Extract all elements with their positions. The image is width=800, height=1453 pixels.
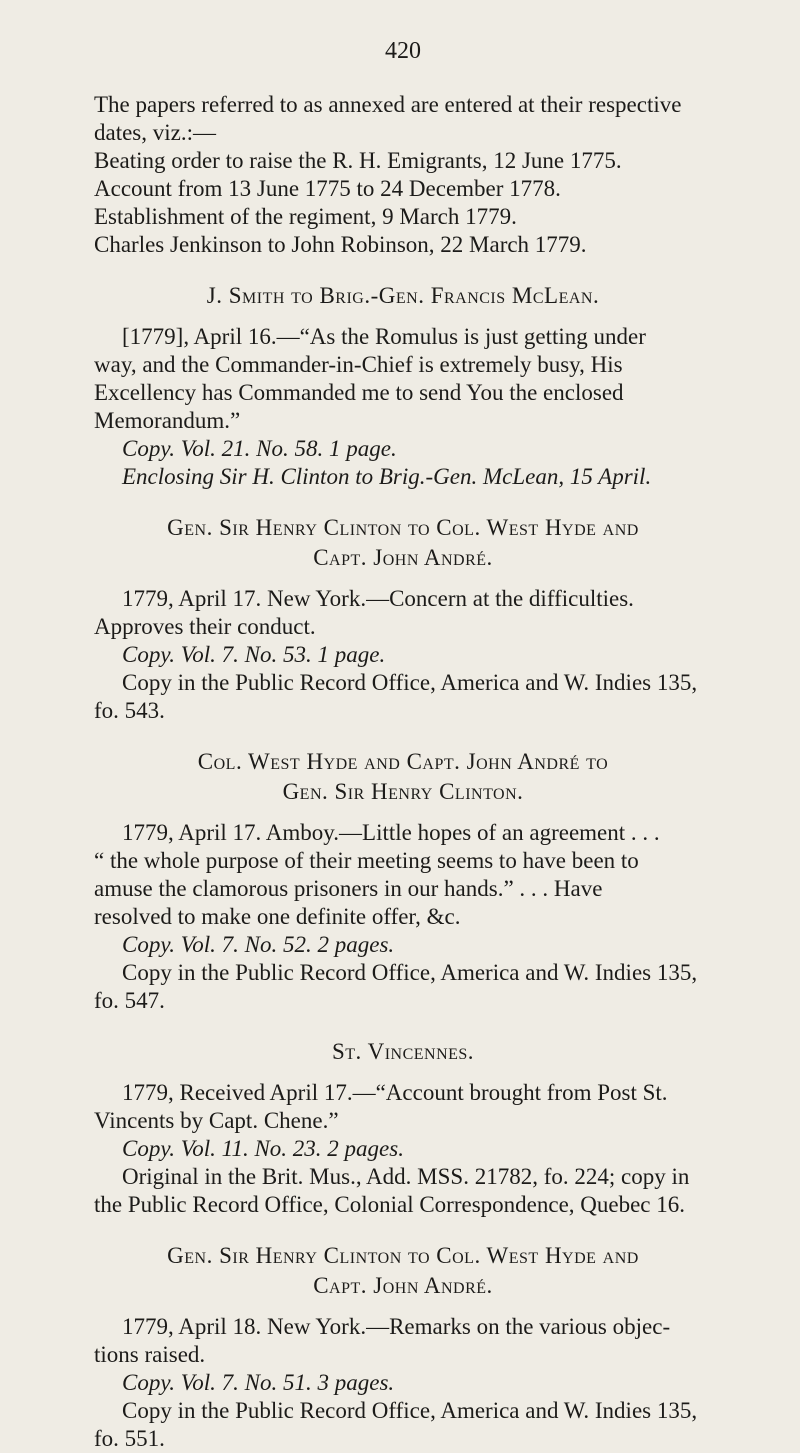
intro-line: Beating order to raise the R. H. Emigrants, 12 June 1775. [94,148,622,173]
entry-body-line: 1779, April 17. Amboy.—Little hopes of an agreement . . . [122,820,660,845]
entry-citation: Copy. Vol. 7. No. 53. 1 page. [122,642,386,667]
intro-line: Charles Jenkinson to John Robinson, 22 March 1779. [94,232,587,257]
entry-smith-to-mclean [94,281,712,491]
entry-citation: Copy. Vol. 11. No. 23. 2 pages. [122,1136,404,1161]
entry-clinton-to-hyde-andre-2 [94,1241,712,1453]
entry-body-line: 1779, Received April 17.—“Account brought from Post St. [122,1080,668,1105]
entry-note: fo. 543. [94,698,165,723]
entry-note: Enclosing Sir H. Clinton to Brig.-Gen. McLean, 15 April. [122,464,652,489]
entry-body-line: [1779], April 16.—“As the Romulus is just getting under [122,324,646,349]
entry-note: Original in the Brit. Mus., Add. MSS. 21782, fo. 224; copy in [122,1164,690,1189]
entry-note: the Public Record Office, Colonial Correspondence, Quebec 16. [94,1192,686,1217]
entry-body-line: Approves their conduct. [94,614,316,639]
entry-note: Copy in the Public Record Office, America and W. Indies 135, [122,670,698,695]
entry-note: fo. 551. [94,1426,165,1451]
entry-st-vincennes [94,1037,712,1219]
entry-body-line: resolved to make one definite offer, &c. [94,904,461,929]
entry-body-line: 1779, April 17. New York.—Concern at the difficulties. [122,586,634,611]
entry-body-line: Excellency has Commanded me to send You the enclosed [94,380,624,405]
entry-hyde-andre-to-clinton [94,747,712,1015]
entry-citation: Copy. Vol. 7. No. 52. 2 pages. [122,932,395,957]
entry-body-line: Vincents by Capt. Chene.” [94,1108,339,1133]
entry-heading: Gen. Sir Henry Clinton to Col. West Hyde and Capt. John André. [167,515,639,570]
entry-citation: Copy. Vol. 7. No. 51. 3 pages. [122,1370,395,1395]
intro-line: dates, viz.:— [94,120,216,145]
entry-body-line: way, and the Commander-in-Chief is extremely busy, His [94,352,623,377]
entry-heading: Gen. Sir Henry Clinton to Col. West Hyde and Capt. John André. [167,1243,639,1298]
entry-note: Copy in the Public Record Office, America and W. Indies 135, [122,960,698,985]
intro-line: Establishment of the regiment, 9 March 1779. [94,204,517,229]
intro-line: Account from 13 June 1775 to 24 December 1778. [94,176,561,201]
entry-body-line: “ the whole purpose of their meeting seems to have been to [94,848,639,873]
entry-note: fo. 547. [94,988,165,1013]
entry-heading: St. Vincennes. [331,1039,475,1064]
intro-block [94,91,712,259]
entry-heading: Col. West Hyde and Capt. John André to Gen. Sir Henry Clinton. [197,749,609,804]
entry-body-line: amuse the clamorous prisoners in our hands.” . . . Have [94,876,603,901]
entry-heading: J. Smith to Brig.-Gen. Francis McLean. [206,283,600,308]
entry-clinton-to-hyde-andre-1 [94,513,712,725]
page-number: 420 [385,38,421,64]
entry-body-line: 1779, April 18. New York.—Remarks on the various objec- [122,1314,671,1339]
entry-note: Copy in the Public Record Office, America and W. Indies 135, [122,1398,698,1423]
entry-body-line: Memorandum.” [94,408,241,433]
intro-line: The papers referred to as annexed are entered at their respective [94,92,682,117]
entry-body-line: tions raised. [94,1342,206,1367]
entry-citation: Copy. Vol. 21. No. 58. 1 page. [122,436,397,461]
